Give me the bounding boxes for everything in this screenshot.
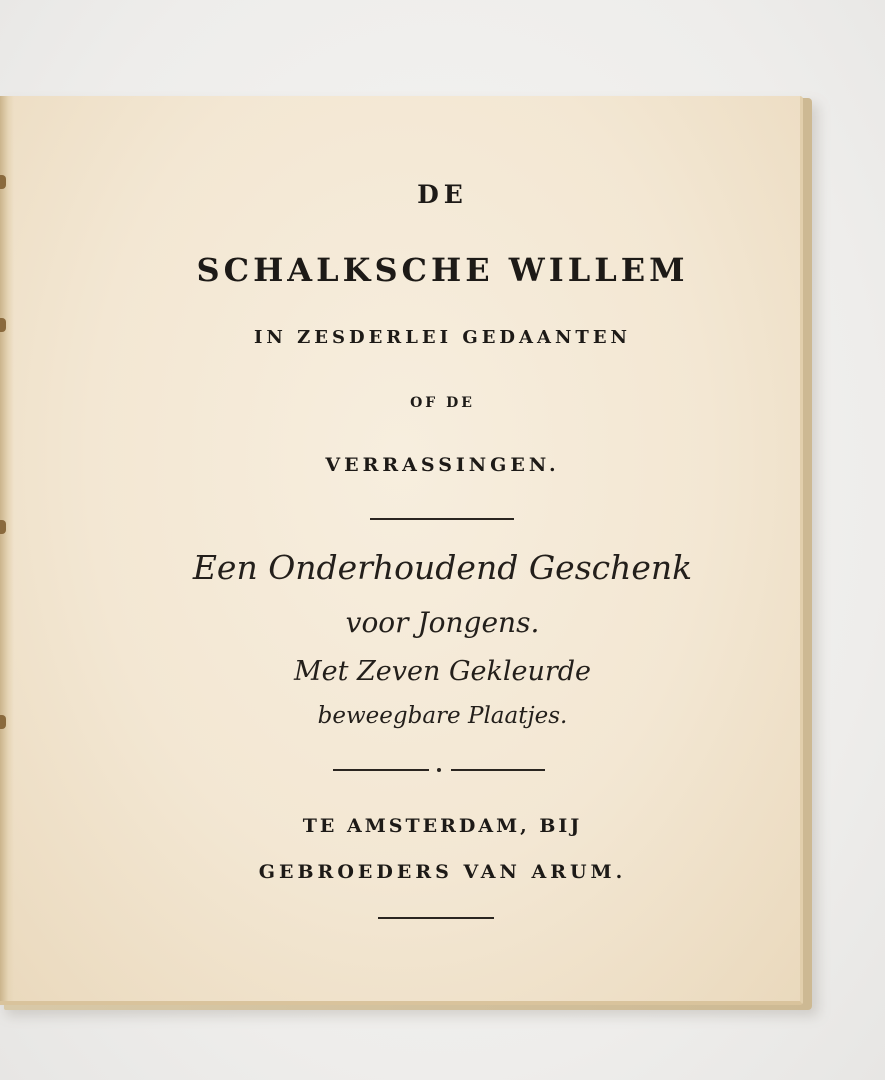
main-title: SCHALKSCHE WILLEM bbox=[196, 251, 689, 289]
ornament-rule-left bbox=[333, 769, 429, 771]
script-line-1: Een Onderhoudend Geschenk bbox=[192, 548, 693, 587]
subtitle-line-1: IN ZESDERLEI GEDAANTEN bbox=[253, 327, 631, 348]
subtitle-line-2: OF DE bbox=[410, 395, 475, 411]
ornament-dot bbox=[437, 768, 441, 772]
title-line-de: DE bbox=[417, 180, 468, 209]
ornament-rule-right bbox=[451, 769, 545, 771]
bottom-rule bbox=[378, 917, 494, 919]
script-line-3: Met Zeven Gekleurde bbox=[293, 656, 592, 687]
script-line-2: voor Jongens. bbox=[345, 606, 540, 639]
divider-rule bbox=[370, 518, 514, 520]
subtitle-line-3: VERRASSINGEN. bbox=[325, 454, 560, 476]
imprint-line-2: GEBROEDERS VAN ARUM. bbox=[258, 861, 627, 883]
imprint-line-1: TE AMSTERDAM, BIJ bbox=[302, 815, 583, 837]
script-line-4: beweegbare Plaatjes. bbox=[317, 703, 568, 729]
binding-stitch bbox=[0, 520, 6, 534]
